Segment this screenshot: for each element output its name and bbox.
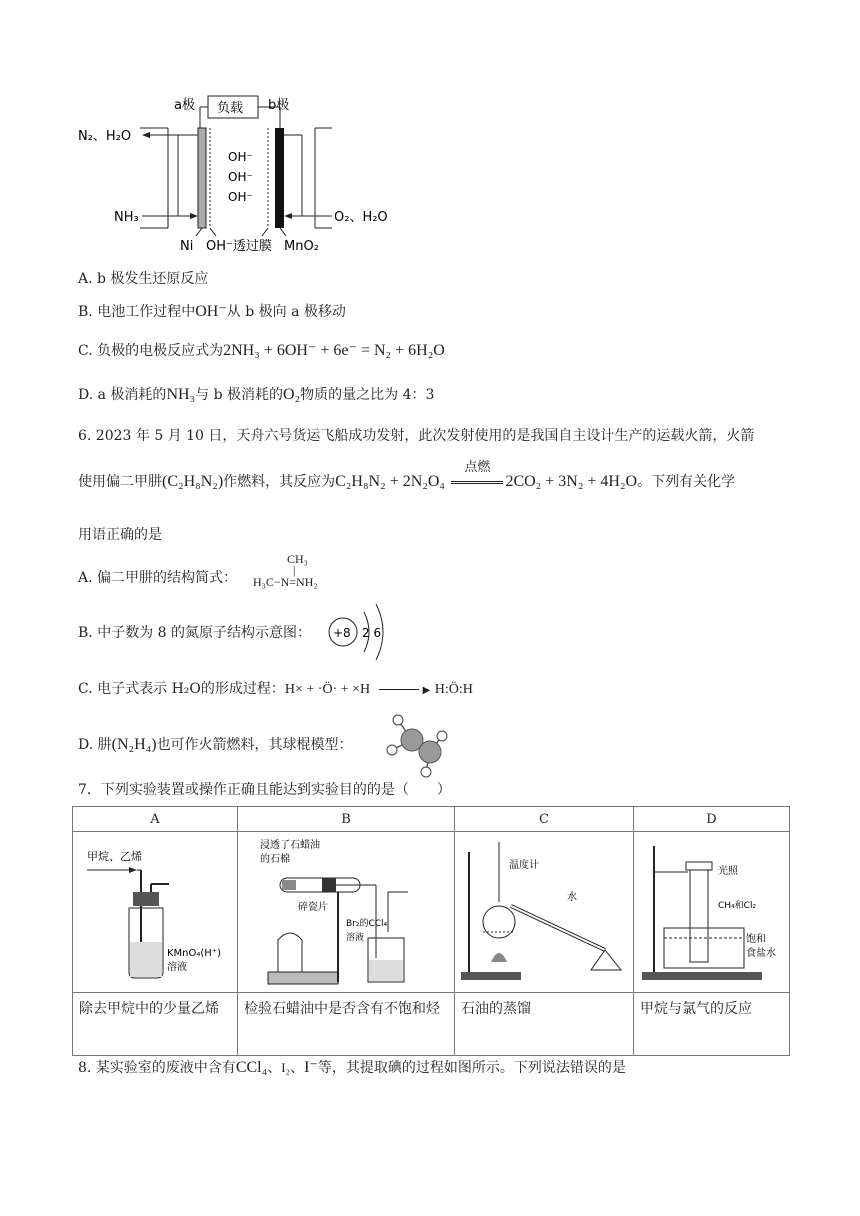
q5-option-b: B. 电池工作过程中OH⁻从 b 极向 a 极移动 (78, 303, 346, 320)
gas-label: CH₄和Cl₂ (718, 901, 757, 911)
a-electrode-label: a极 (174, 98, 195, 113)
thermometer-label: 温度计 (509, 860, 539, 871)
b-electrode-label: b极 (268, 98, 290, 113)
apparatus-d (634, 832, 790, 993)
caption-b: 检验石蜡油中是否含有不饱和烃 (238, 993, 455, 1056)
q6-a-structure: CH₃ | H₃C−N=NH₂ (253, 552, 318, 589)
mno2-label: MnO₂ (284, 239, 319, 254)
apparatus-b (238, 832, 455, 993)
ni-electrode (198, 128, 206, 228)
q8-stem: 8. 某实验室的废液中含有CCl₄、I₂、I⁻等，其提取碘的过程如图所示。下列说法错误的是 (78, 1059, 626, 1076)
apparatus-a (73, 832, 238, 993)
reagent-label: 溶液 (346, 933, 365, 943)
fuel-cell-diagram (70, 88, 410, 258)
shell-electrons: 2 6 (362, 626, 382, 640)
reagent-label: Br₂的CCl₄ (346, 919, 388, 929)
ion-label: OH⁻ (228, 190, 253, 204)
ion-label: OH⁻ (228, 150, 253, 164)
q6-stem-line2: 使用偏二甲肼(C₂H₈N₂)作燃料，其反应为C₂H₈N₂ + 2N₂O₄ 点燃 2CO₂ + 3N₂ + 4H₂O。下列有关化学 (78, 460, 736, 490)
water-label: 水 (567, 892, 577, 903)
q5-option-a: A. b 极发生还原反应 (78, 271, 209, 287)
reagent-label: 溶液 (167, 962, 187, 973)
atom-structure-diagram (326, 600, 396, 664)
membrane-label: OH⁻透过膜 (206, 239, 272, 254)
q6-option-a: A. 偏二甲肼的结构简式： (78, 570, 238, 586)
left-outlet-label: N₂、H₂O (78, 129, 132, 144)
wool-label: 浸透了石蜡油 (260, 840, 320, 851)
load-label: 负载 (217, 101, 244, 116)
reaction-condition: 点燃 (464, 460, 491, 475)
gas-label: 甲烷、乙烯 (87, 850, 142, 863)
nucleus-label: +8 (333, 626, 351, 640)
q5-option-d: D. a 极消耗的NH₃与 b 极消耗的O₂物质的量之比为 4：3 (78, 386, 435, 403)
arrow-icon (379, 689, 419, 690)
col-header-c: C (455, 807, 634, 832)
q6-option-c: C. 电子式表示 H₂O的形成过程：H× + ·Ö· + ×H ▶ H:Ö:H (78, 681, 473, 697)
q7-stem: 7．下列实验装置或操作正确且能达到实验目的的是（ ） (78, 782, 451, 798)
caption-c: 石油的蒸馏 (455, 993, 634, 1056)
reaction-arrow (451, 481, 503, 484)
caption-a: 除去甲烷中的少量乙烯 (73, 993, 238, 1056)
caption-d: 甲烷与氯气的反应 (634, 993, 790, 1056)
chip-label: 碎瓷片 (298, 902, 328, 913)
q7-table (72, 806, 790, 1056)
right-inlet-label: O₂、H₂O (334, 210, 388, 225)
salt-label: 饱和 (746, 934, 766, 945)
ion-label: OH⁻ (228, 170, 253, 184)
ball-stick-model (384, 708, 454, 782)
salt-label: 食盐水 (746, 948, 776, 959)
q5-option-c: C. 负极的电极反应式为2NH₃ + 6OH⁻ + 6e⁻ = N₂ + 6H₂O (78, 342, 445, 359)
apparatus-c (455, 832, 634, 993)
ni-label: Ni (180, 239, 194, 254)
mno2-electrode (275, 128, 284, 228)
q6-option-d: D. 肼(N₂H₄)也可作火箭燃料，其球棍模型： (78, 736, 353, 753)
q6-stem-line3: 用语正确的是 (78, 527, 162, 543)
left-inlet-label: NH₃ (114, 210, 139, 225)
col-header-d: D (634, 807, 790, 832)
reagent-label: KMnO₄(H⁺) (167, 948, 222, 959)
col-header-b: B (238, 807, 455, 832)
col-header-a: A (73, 807, 238, 832)
q6-option-b: B. 中子数为 8 的氮原子结构示意图： (78, 625, 311, 641)
wool-label: 的石棉 (260, 854, 290, 865)
q6-stem-line1: 6. 2023 年 5 月 10 日，天舟六号货运飞船成功发射，此次发射使用的是我国自主设计生产的运载火箭，火箭 (78, 428, 755, 444)
light-label: 光照 (718, 866, 738, 877)
